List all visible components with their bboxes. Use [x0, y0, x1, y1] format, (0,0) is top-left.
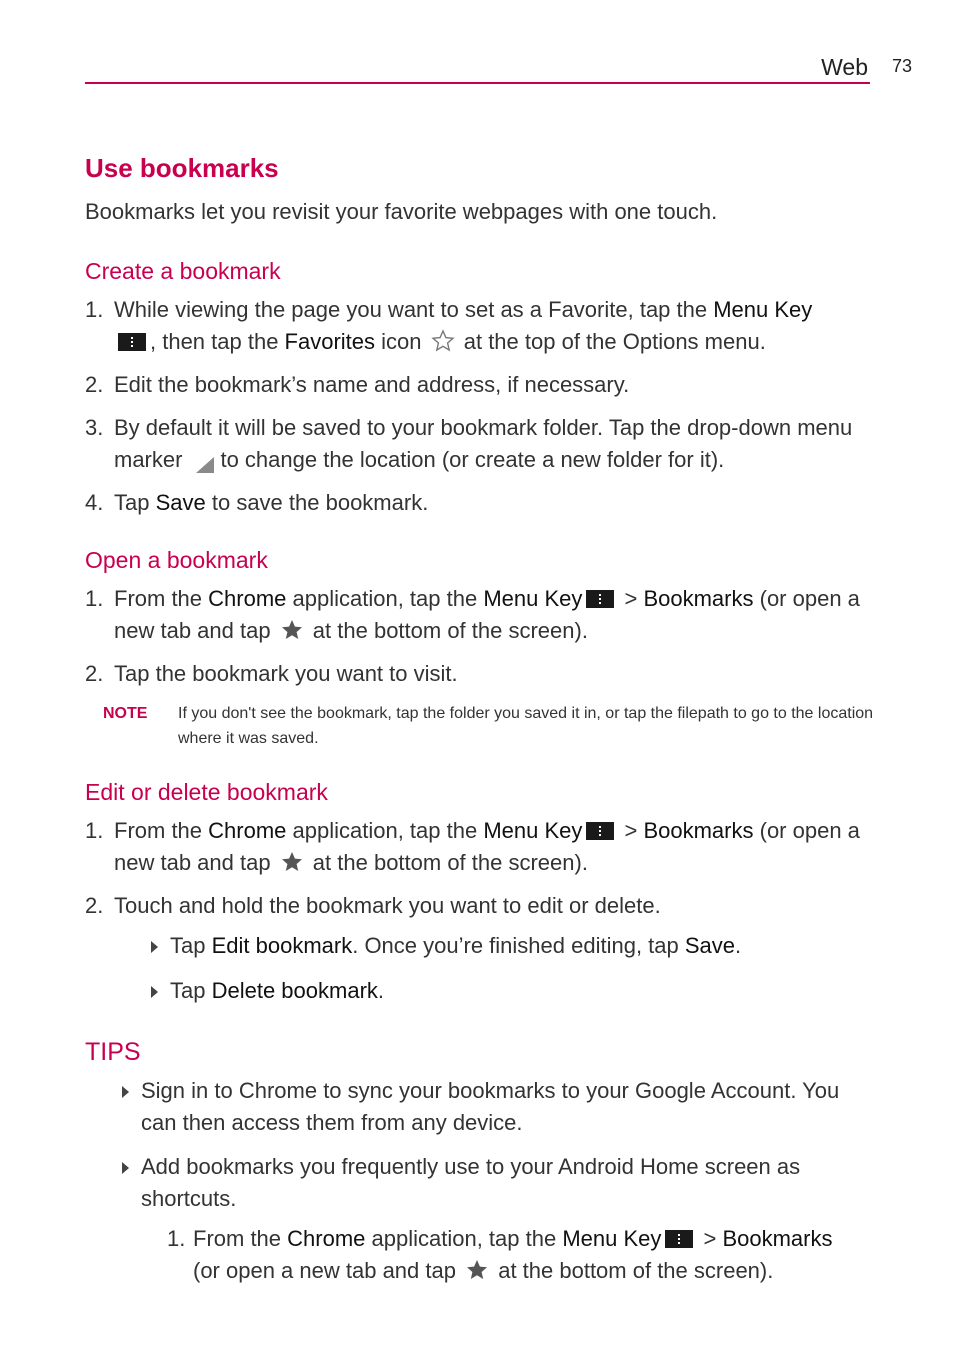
step-text: From the — [114, 818, 209, 843]
step-text: From the — [193, 1226, 288, 1251]
tips-list — [114, 1075, 875, 1287]
create-step-2 — [85, 369, 875, 401]
step-text: at the bottom of the screen). — [306, 618, 588, 643]
page-title: Use bookmarks — [85, 153, 279, 183]
step-number: 2. — [85, 661, 104, 686]
step-text: While viewing the page you want to set as a Favorite, tap the — [114, 297, 714, 322]
create-step-1 — [85, 294, 875, 358]
note-text: If you don't see the bookmark, tap the folder you saved it in, or tap the filepath to go to the location where it was saved. — [178, 705, 874, 747]
step-text: application, tap the — [286, 818, 484, 843]
menu-key-label: Menu Key — [483, 818, 583, 843]
dropdown-marker-icon — [194, 457, 214, 473]
step-text: at the top of the Options menu. — [457, 329, 766, 354]
step-text: > — [618, 818, 644, 843]
tip-step-1 — [167, 1223, 875, 1287]
bookmarks-label: Bookmarks — [722, 1226, 833, 1251]
section-name: Web — [821, 54, 868, 80]
create-bookmark-heading: Create a bookmark — [85, 258, 281, 284]
delete-bookmark-label: Delete bookmark — [211, 978, 378, 1003]
tip-text: Add bookmarks you frequently use to your Android Home screen as shortcuts. — [141, 1154, 801, 1211]
favorites-label: Favorites — [284, 329, 376, 354]
chrome-label: Chrome — [208, 818, 287, 843]
open-bookmark-heading: Open a bookmark — [85, 547, 268, 573]
step-text: to save the bookmark. — [205, 490, 429, 515]
edit-step-1 — [85, 815, 875, 879]
step-text: to change the location (or create a new folder for it). — [220, 447, 725, 472]
step-number: 1. — [167, 1226, 186, 1251]
triangle-bullet-icon — [122, 1086, 129, 1098]
bookmarks-label: Bookmarks — [643, 818, 754, 843]
open-steps — [85, 583, 875, 690]
step-text: icon — [375, 329, 428, 354]
edit-steps — [85, 815, 875, 1007]
save-label: Save — [155, 490, 206, 515]
triangle-bullet-icon — [151, 941, 158, 953]
note-label: NOTE — [103, 705, 148, 722]
step-number: 2. — [85, 893, 104, 918]
step-number: 1. — [85, 818, 104, 843]
create-step-3 — [85, 412, 875, 476]
star-filled-icon — [280, 618, 304, 642]
bullet-text: . Once you’re finished editing, tap — [352, 933, 685, 958]
star-filled-icon — [280, 850, 304, 874]
bullet-text: Tap — [170, 978, 212, 1003]
step-text: Edit the bookmark’s name and address, if necessary. — [114, 372, 630, 397]
bullet-text: . — [735, 933, 742, 958]
step-number: 4. — [85, 490, 104, 515]
tips-heading: TIPS — [85, 1038, 141, 1066]
edit-step-2 — [85, 890, 875, 1007]
menu-key-label: Menu Key — [483, 586, 583, 611]
save-label: Save — [684, 933, 736, 958]
chrome-label: Chrome — [287, 1226, 366, 1251]
tip-text: Sign in to Chrome to sync your bookmarks to your Google Account. You can then access them from any device. — [141, 1078, 840, 1135]
step-text: Tap — [114, 490, 156, 515]
step-number: 1. — [85, 297, 104, 322]
note — [85, 701, 875, 751]
edit-bookmark-heading: Edit or delete bookmark — [85, 779, 328, 805]
menu-key-icon — [118, 333, 146, 351]
step-number: 3. — [85, 415, 104, 440]
menu-key-label: Menu Key — [562, 1226, 662, 1251]
step-number: 2. — [85, 372, 104, 397]
step-text: application, tap the — [286, 586, 484, 611]
step-text: (or open a new tab and tap — [193, 1258, 463, 1283]
create-steps — [85, 294, 875, 519]
menu-key-icon — [665, 1230, 693, 1248]
page-content — [85, 148, 875, 1299]
step-text: > — [697, 1226, 723, 1251]
edit-option-edit — [143, 930, 875, 962]
step-text: at the bottom of the screen). — [306, 850, 588, 875]
page-header — [85, 50, 870, 84]
step-text: By default it will be saved to your bookmark folder. Tap the drop-down menu marker — [114, 415, 853, 472]
triangle-bullet-icon — [151, 986, 158, 998]
triangle-bullet-icon — [122, 1162, 129, 1174]
create-step-4 — [85, 487, 875, 519]
menu-key-icon — [586, 590, 614, 608]
star-outline-icon — [431, 329, 455, 353]
step-number: 1. — [85, 586, 104, 611]
menu-key-label: Menu Key — [713, 297, 813, 322]
intro-paragraph: Bookmarks let you revisit your favorite webpages with one touch. — [85, 199, 718, 224]
tip-2 — [114, 1151, 875, 1287]
step-text: at the bottom of the screen). — [492, 1258, 774, 1283]
page-number: 73 — [892, 56, 913, 76]
open-step-2 — [85, 658, 875, 690]
edit-bookmark-label: Edit bookmark — [211, 933, 353, 958]
tip-steps — [167, 1223, 875, 1287]
bookmarks-label: Bookmarks — [643, 586, 754, 611]
step-text: Tap the bookmark you want to visit. — [114, 661, 458, 686]
step-text: (or open a new tab and tap — [114, 586, 860, 643]
step-text: (or open a new tab and tap — [114, 818, 860, 875]
step-text: Touch and hold the bookmark you want to edit or delete. — [114, 893, 661, 918]
star-filled-icon — [465, 1258, 489, 1282]
open-step-1 — [85, 583, 875, 647]
chrome-label: Chrome — [208, 586, 287, 611]
bullet-text: . — [377, 978, 385, 1003]
step-text: , then tap the — [150, 329, 285, 354]
step-text: From the — [114, 586, 209, 611]
edit-options — [143, 930, 875, 1007]
step-text: application, tap the — [365, 1226, 563, 1251]
menu-key-icon — [586, 822, 614, 840]
step-text: > — [618, 586, 644, 611]
edit-option-delete — [143, 975, 875, 1007]
bullet-text: Tap — [170, 933, 212, 958]
tip-1 — [114, 1075, 875, 1139]
